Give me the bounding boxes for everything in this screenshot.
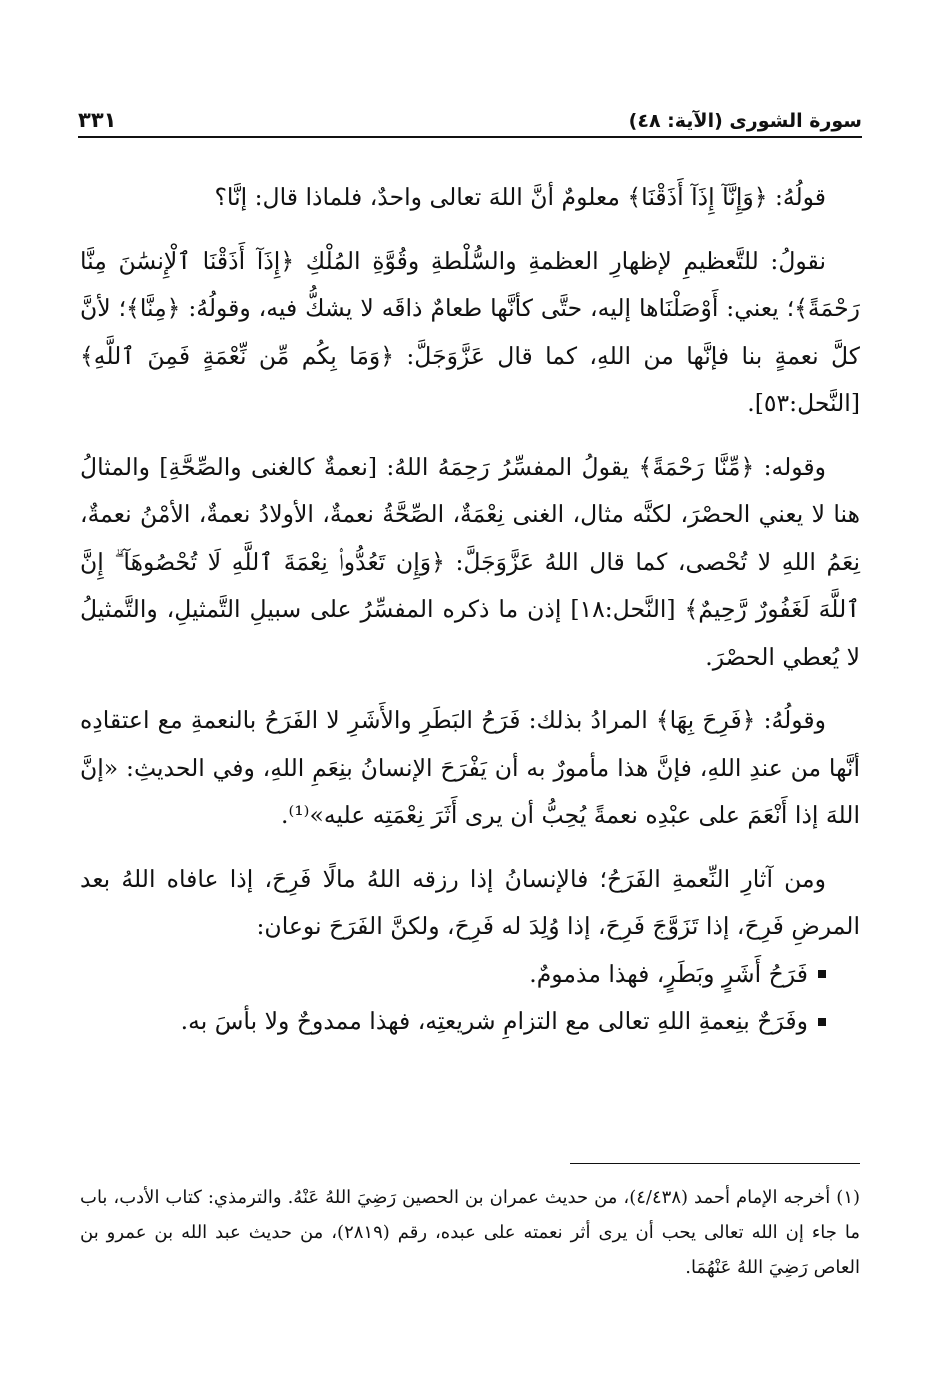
paragraph: قولُهُ: ﴿وَإِنَّآ إِذَآ أَذَقْنَا﴾ معلومٌ أنَّ اللهَ تعالى واحدٌ، فلماذا قال: إنَّا؟ (214, 183, 826, 211)
paragraph: ومن آثارِ النِّعمةِ الفَرَحُ؛ فالإنسانُ إذا رزقه اللهُ مالًا فَرِحَ، إذا عافاه اللهُ بعد المرضِ فَرِحَ، إذا تَزَوَّجَ فَرِحَ، إذا وُلِدَ له فَرِحَ، ولكنَّ الفَرَحَ نوعان: (80, 864, 860, 940)
bullet-list (80, 951, 860, 1046)
list-item (80, 951, 860, 999)
list-item (80, 998, 860, 1046)
header-divider (78, 136, 862, 138)
list-item-text: وفَرَحٌ بنِعمةِ اللهِ تعالى مع التزامِ شريعتِه، فهذا ممدوحٌ ولا بأسَ به. (180, 1007, 808, 1035)
surah-title: سورة الشورى (الآية: ٤٨) (628, 110, 862, 132)
running-header (78, 98, 862, 132)
paragraph: وقوله: ﴿مِّنَّا رَحْمَةً﴾ يقولُ المفسِّرُ رَحِمَهُ اللهُ: [نعمةٌ كالغنى والصِّحَّةِ] والمثالُ هنا لا يعني الحصْرَ، لكنَّه مثال، الغنى نِعْمَةٌ، الصِّحَّةُ نعمةٌ، الأولادُ نعمةٌ، الأمْنُ نعمةٌ، نِعَمُ اللهِ لا تُحْصى، كما قال اللهُ عَزَّوَجَلَّ: ﴿وَإِن تَعُدُّوا۟ نِعْمَةَ ٱللَّهِ لَا تُحْصُوهَآ ۗ إِنَّ ٱللَّهَ لَغَفُورٌ رَّحِيمٌ﴾ [النَّحل:١٨] إذن ما ذكره المفسِّرُ على سبيلِ التَّمثيلِ، والتَّمثيلُ لا يُعطي الحصْرَ. (80, 452, 860, 671)
paragraph: نقولُ: للتَّعظيمِ لإظهارِ العظمةِ والسُّلْطةِ وقُوَّةِ المُلْكِ ﴿إِذَآ أَذَقْنَا ٱلْإِنسَٰنَ مِنَّا رَحْمَةً﴾؛ يعني: أَوْصَلْنَاها إليه، حتَّى كأنَّها طعامٌ ذاقَه لا يشكُّ فيه، وقولُهُ: ﴿مِنَّا﴾؛ لأنَّ كلَّ نعمةٍ بنا فإنَّها من اللهِ، كما قال عَزَّوَجَلَّ: ﴿وَمَا بِكُم مِّن نِّعْمَةٍ فَمِنَ ٱللَّهِ﴾ [النَّحل:٥٣]. (80, 246, 860, 417)
square-bullet-icon (818, 970, 826, 978)
page-number: ٣٣١ (78, 108, 117, 132)
main-text (80, 174, 860, 1046)
paragraph: وقولُهُ: ﴿فَرِحَ بِهَا﴾ المرادُ بذلك: فَرَحُ البَطَرِ والأَشَرِ لا الفَرَحُ بالنعمةِ مع اعتقادِه أنَّها من عندِ اللهِ، فإنَّ هذا مأمورٌ به أن يَفْرَحَ الإنسانُ بنِعَمِ اللهِ، وفي الحديثِ: «إنَّ اللهَ إذا أَنْعَمَ على عبْدِه نعمةً يُحِبُّ أن يرى أَثَرَ نِعْمَتِه عليه»⁽¹⁾. (80, 706, 860, 829)
footnote: (١) أخرجه الإمام أحمد (٤/٤٣٨)، من حديث عمران بن الحصين رَضِيَ اللهُ عَنْهُ. والترمذي: كتاب الأدب، باب ما جاء إن الله تعالى يحب أن يرى أثر نعمته على عبده، رقم (٢٨١٩)، من حديث عبد الله بن عمرو بن العاص رَضِيَ اللهُ عَنْهُمَا. (80, 1187, 861, 1278)
list-item-text: فَرَحُ أَشَرٍ وبَطَرٍ، فهذا مذمومٌ. (529, 959, 808, 988)
square-bullet-icon (818, 1018, 826, 1026)
footnote-divider (570, 1163, 860, 1164)
